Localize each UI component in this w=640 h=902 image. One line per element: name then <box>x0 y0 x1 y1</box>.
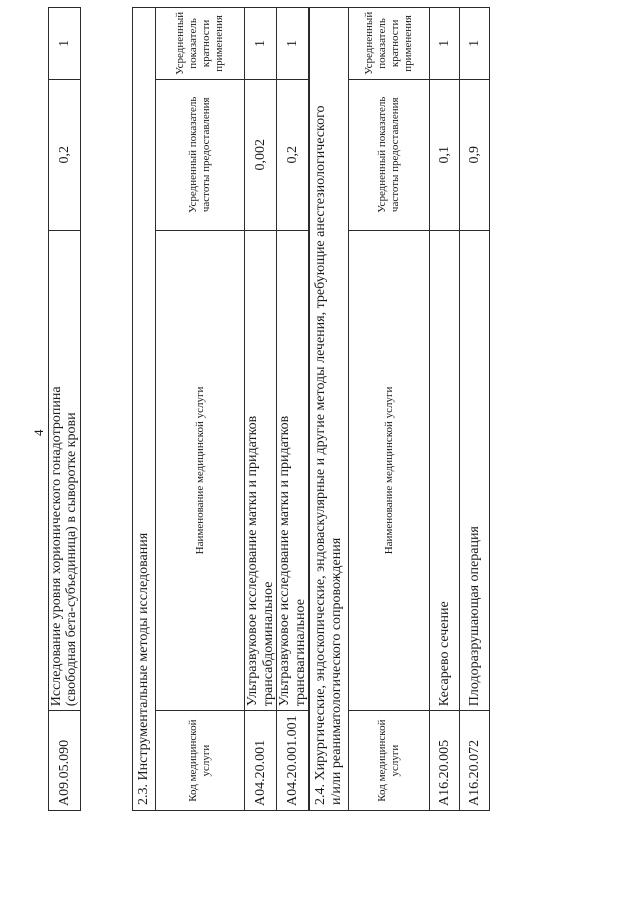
frequency-value: 0,9 <box>460 79 490 230</box>
table-header <box>156 8 245 811</box>
surgical-methods-table <box>309 7 490 811</box>
header-frequency: Усредненный показатель частоты предоставления <box>349 79 430 230</box>
frequency-value: 0,2 <box>277 79 309 230</box>
header-name: Наименование медицинской услуги <box>156 230 245 711</box>
multiplicity-value: 1 <box>245 8 277 80</box>
frequency-value: 0,1 <box>430 79 460 230</box>
header-frequency: Усредненный показатель частоты предоставления <box>156 79 245 230</box>
frequency-value: 0,2 <box>49 79 81 230</box>
multiplicity-value: 1 <box>277 8 309 80</box>
header-name: Наименование медицинской услуги <box>349 230 430 711</box>
lab-methods-table <box>48 7 81 811</box>
service-code: A16.20.005 <box>430 711 460 811</box>
service-code: A09.05.090 <box>49 711 81 811</box>
frequency-value: 0,002 <box>245 79 277 230</box>
service-code: A04.20.001 <box>245 711 277 811</box>
table-row <box>460 8 490 811</box>
page-number: 4 <box>31 429 46 436</box>
service-name: Кесарево сечение <box>430 230 460 711</box>
section-title: 2.4. Хирургические, эндоскопические, эндоваскулярные и другие методы лечения, требующие анестезиологического и/или реаниматологического сопровождения <box>310 8 349 811</box>
header-multiplicity: Усредненный показатель кратности применения <box>156 8 245 80</box>
header-code: Код медицинской услуги <box>349 711 430 811</box>
section-title: 2.3. Инструментальные методы исследования <box>133 8 156 811</box>
table-header <box>349 8 430 811</box>
service-code: A16.20.072 <box>460 711 490 811</box>
multiplicity-value: 1 <box>49 8 81 80</box>
header-code: Код медицинской услуги <box>156 711 245 811</box>
multiplicity-value: 1 <box>460 8 490 80</box>
service-name: Ультразвуковое исследование матки и придатков трансабдоминальное <box>245 230 277 711</box>
service-code: A04.20.001.001 <box>277 711 309 811</box>
table-row <box>277 8 309 811</box>
instrumental-methods-table <box>132 7 309 811</box>
table-row <box>430 8 460 811</box>
multiplicity-value: 1 <box>430 8 460 80</box>
header-multiplicity: Усредненный показатель кратности применения <box>349 8 430 80</box>
service-name: Ультразвуковое исследование матки и придатков трансвагинальное <box>277 230 309 711</box>
table-row <box>245 8 277 811</box>
service-name: Исследование уровня хорионического гонадотропина (свободная бета-субъединица) в сыворотке крови <box>49 230 81 711</box>
table-row <box>49 8 81 811</box>
service-name: Плодоразрушающая операция <box>460 230 490 711</box>
